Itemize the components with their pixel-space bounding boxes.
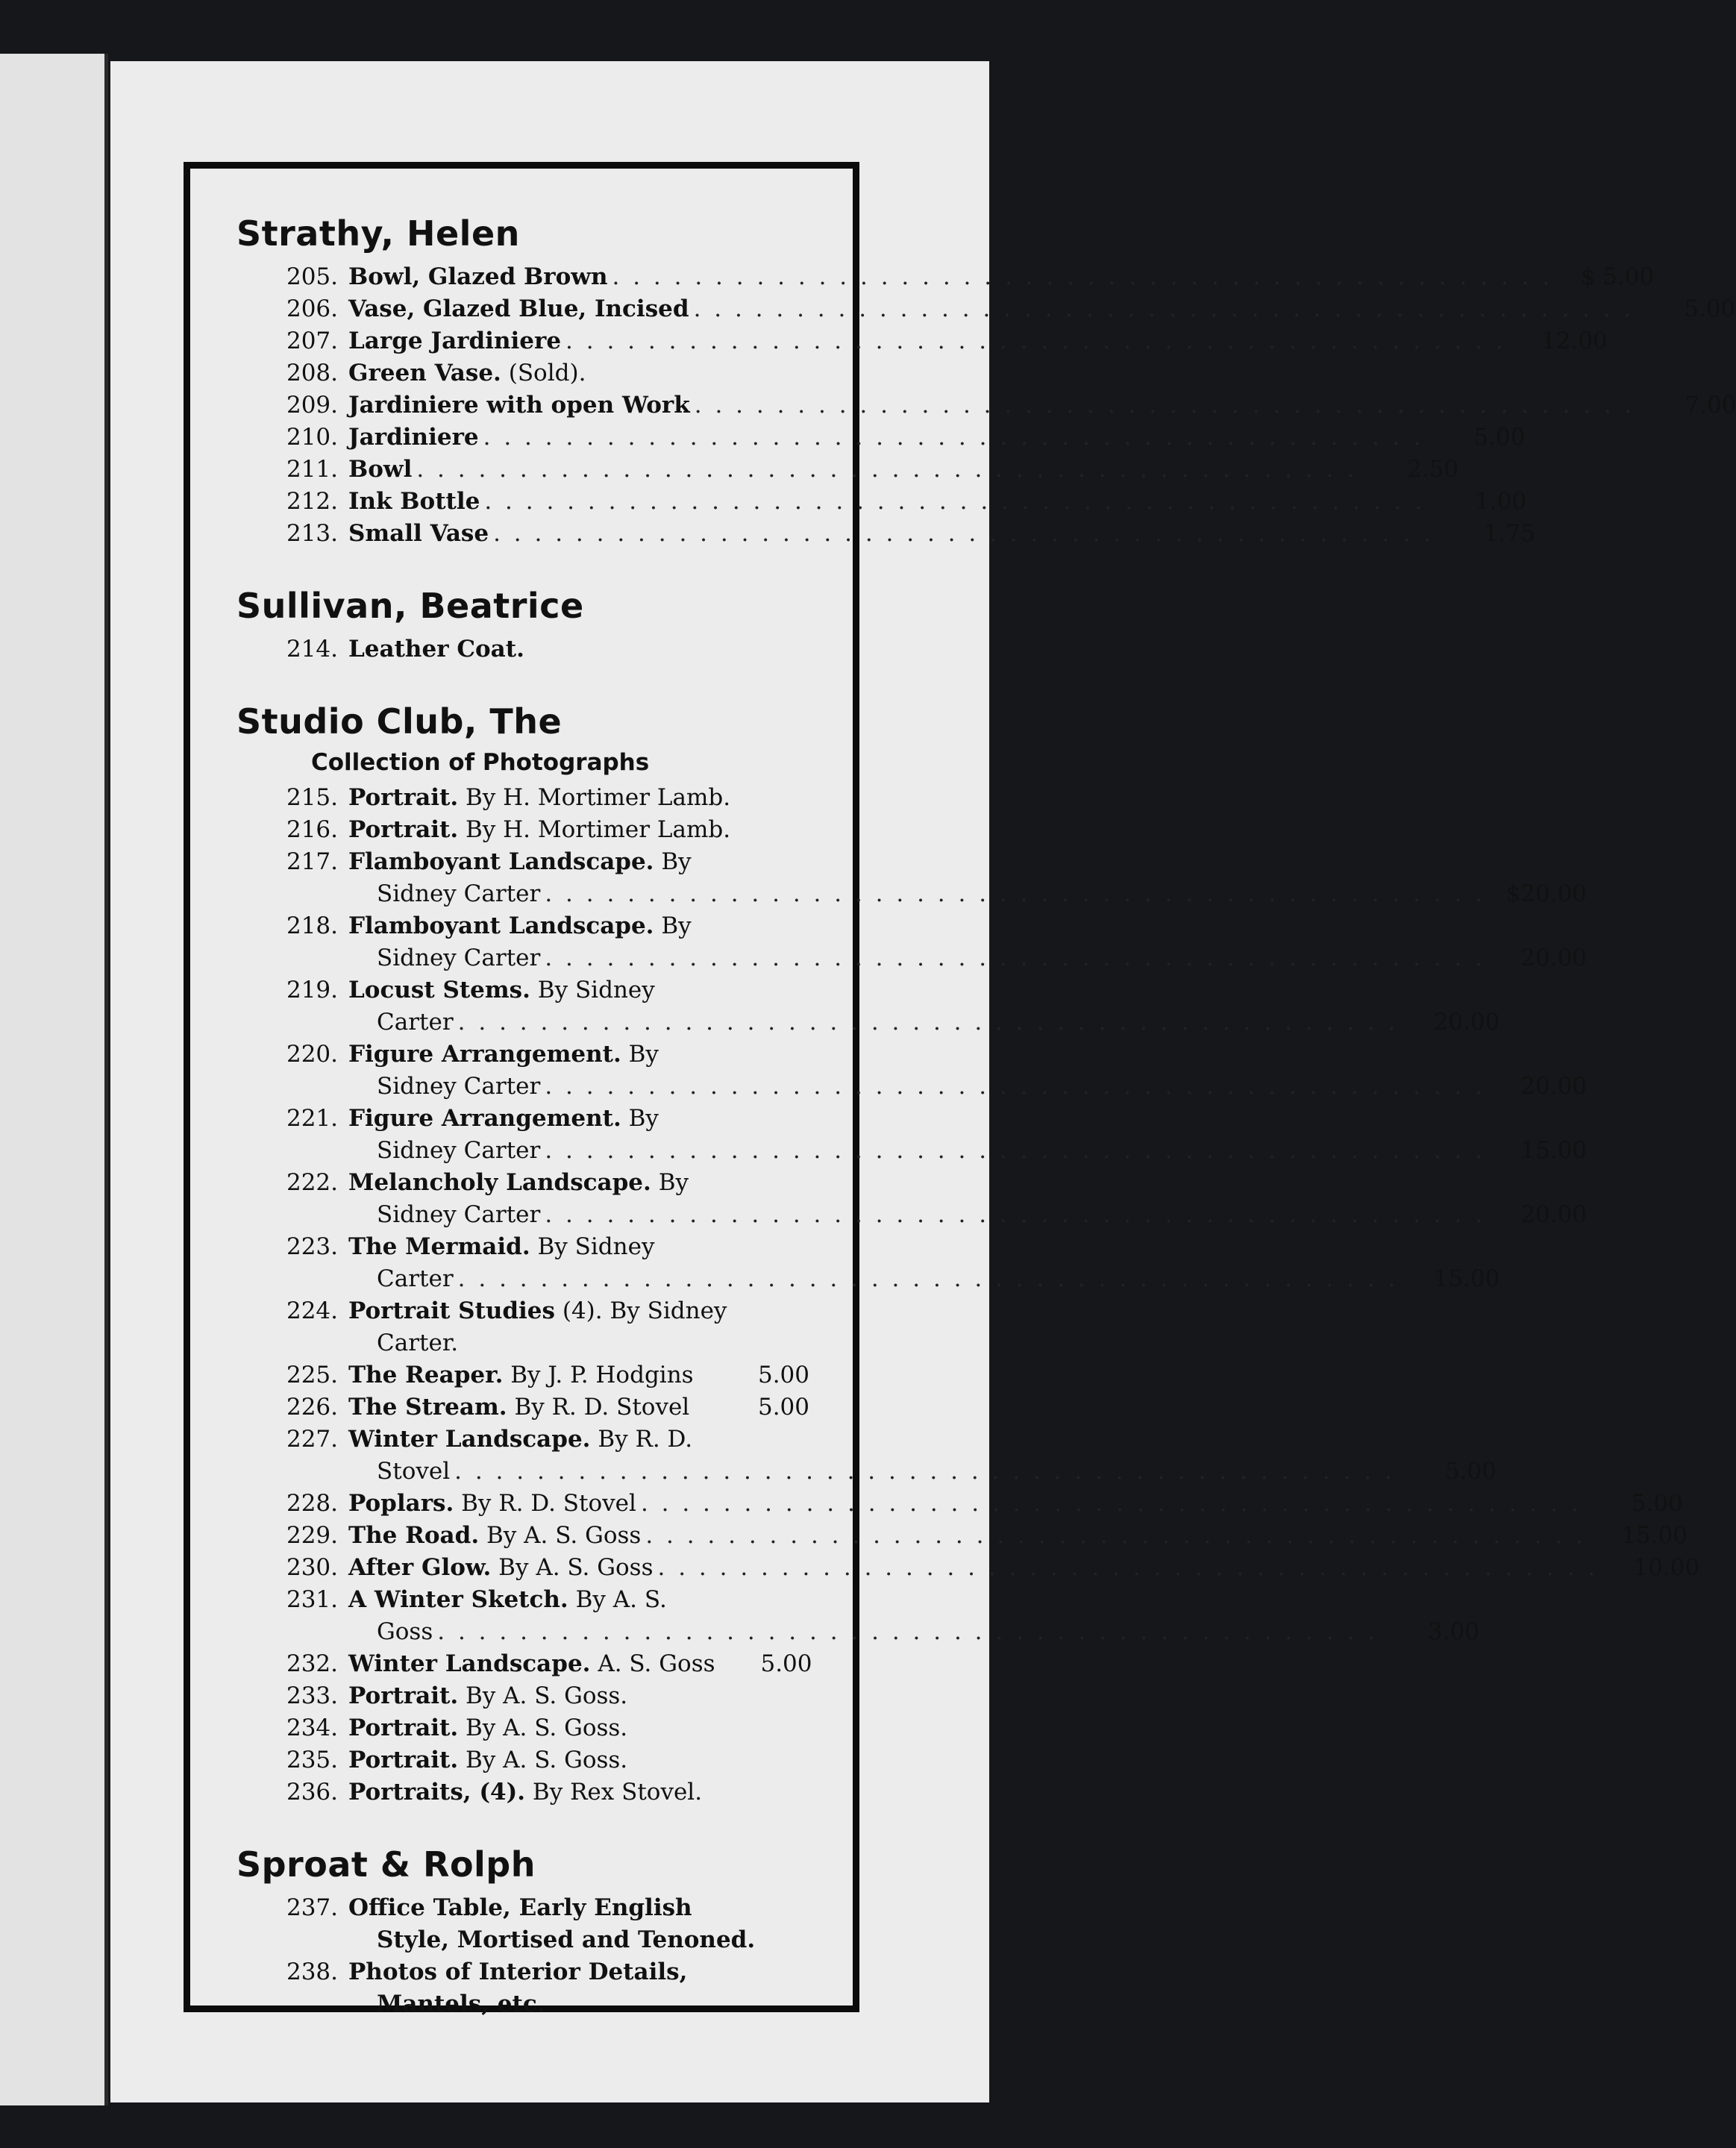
entry-price: 5.00 [1684, 295, 1736, 322]
entry-title: Locust Stems. [348, 977, 530, 1003]
entry-number: 235. [286, 1747, 338, 1773]
entry-number: 227. [286, 1426, 338, 1453]
artist-heading: Studio Club, The [236, 701, 563, 742]
entry-credit-continued: Sidney Carter [377, 1073, 541, 1100]
entry-title: Flamboyant Landscape. [348, 912, 654, 939]
collection-subheading: Collection of Photographs [311, 749, 650, 776]
leader-dots [545, 1135, 1485, 1167]
entry-artist-credit: By A. S. Goss. [465, 1682, 628, 1709]
entry-artist-credit: By R. D. Stovel [514, 1394, 690, 1421]
entry-credit-continued: Goss [377, 1618, 433, 1645]
entry-title: Portrait. [348, 784, 459, 811]
leader-dots [416, 454, 1357, 486]
entry-price: 2.50 [1407, 456, 1459, 483]
leader-dots [645, 1520, 1586, 1552]
entry-number: 217. [286, 848, 338, 875]
entry-price: 15.00 [1520, 1137, 1588, 1164]
entry-number: 206. [286, 295, 338, 322]
entry-title: The Reaper. [348, 1362, 504, 1388]
catalog-entry [236, 1648, 812, 1680]
entry-number: 221. [286, 1105, 338, 1132]
leader-dots [458, 1006, 1399, 1039]
entry-title: Melancholy Landscape. [348, 1169, 651, 1196]
catalog-entry [236, 1424, 1497, 1488]
entry-number: 237. [286, 1894, 338, 1921]
entry-artist-credit: By A. S. Goss [498, 1554, 654, 1581]
leader-dots [545, 1071, 1485, 1103]
entry-credit-continued: Sidney Carter [377, 1201, 541, 1228]
entry-price: 5.00 [1473, 424, 1526, 451]
catalog-entry [236, 1744, 809, 1776]
catalog-entry [236, 1520, 1688, 1552]
entry-title: Poplars. [348, 1490, 454, 1517]
entry-title: Portrait. [348, 1682, 459, 1709]
entry-credit-continued: Stovel [377, 1458, 451, 1485]
entry-artist-credit: By H. Mortimer Lamb. [465, 784, 731, 811]
artist-heading: Sproat & Rolph [236, 1844, 536, 1885]
catalog-entry [236, 486, 1527, 518]
catalog-entry [236, 1103, 1588, 1167]
catalog-entry [236, 518, 1535, 550]
entry-price: 1.00 [1475, 488, 1527, 515]
entry-title: Winter Landscape. [348, 1426, 591, 1453]
entry-artist-credit: By [661, 912, 692, 939]
leader-dots [493, 518, 1434, 550]
catalog-entry [236, 1295, 809, 1359]
entry-price: 3.00 [1427, 1618, 1479, 1645]
entry-price: 20.00 [1520, 1073, 1588, 1100]
entry-credit-continued: Carter [377, 1009, 454, 1036]
entry-title: Ink Bottle [348, 488, 480, 515]
leader-dots [545, 1199, 1485, 1231]
entry-title: Photos of Interior Details, [348, 1958, 688, 1985]
entry-price: 7.00 [1685, 392, 1736, 419]
entry-price: 10.00 [1633, 1554, 1700, 1581]
entry-title-continued: Mantels, etc. [377, 1991, 545, 2017]
entry-note: (Sold). [508, 360, 586, 386]
entry-title: After Glow. [348, 1554, 492, 1581]
entry-credit-continued: Sidney Carter [377, 945, 541, 971]
entry-credit-continued: Carter. [377, 1330, 459, 1356]
catalog-entry [236, 974, 1500, 1039]
artist-heading: Strathy, Helen [236, 213, 520, 254]
leader-dots [641, 1488, 1582, 1520]
catalog-entry [236, 1712, 809, 1744]
catalog-entry [236, 1584, 1479, 1648]
entry-artist-credit: By Rex Stovel. [532, 1779, 703, 1806]
entry-number: 222. [286, 1169, 338, 1196]
leader-dots [694, 293, 1635, 325]
entry-number: 234. [286, 1715, 338, 1741]
entry-title-continued: Style, Mortised and Tenoned. [377, 1926, 756, 1953]
entry-number: 225. [286, 1362, 338, 1388]
entry-title: Bowl, Glazed Brown [348, 263, 608, 290]
entry-number: 209. [286, 392, 338, 419]
catalog-entry [236, 1892, 809, 1956]
catalog-entry [236, 1956, 809, 2020]
entry-title: Portraits, (4). [348, 1779, 526, 1806]
entry-price: 5.00 [760, 1650, 812, 1677]
leader-dots [484, 486, 1425, 518]
entry-credit-continued: Sidney Carter [377, 880, 541, 907]
catalog-entry [236, 1488, 1683, 1520]
catalog-entry [236, 454, 1459, 486]
entry-number: 210. [286, 424, 338, 451]
entry-number: 236. [286, 1779, 338, 1806]
catalog-entry [236, 1359, 809, 1391]
entry-number: 230. [286, 1554, 338, 1581]
entry-price: 20.00 [1433, 1009, 1500, 1036]
entry-price: 5.00 [757, 1394, 809, 1421]
leader-dots [458, 1263, 1399, 1295]
entry-title: Portrait. [348, 1715, 459, 1741]
catalog-entry [236, 261, 1655, 293]
entry-title: A Winter Sketch. [348, 1586, 568, 1613]
entry-number: 233. [286, 1682, 338, 1709]
catalog-entry [236, 422, 1526, 454]
entry-number: 232. [286, 1650, 338, 1677]
leader-dots [454, 1456, 1395, 1488]
entry-title: Flamboyant Landscape. [348, 848, 654, 875]
entry-artist-credit: By H. Mortimer Lamb. [465, 816, 731, 843]
entry-number: 238. [286, 1958, 338, 1985]
entry-artist-credit: By J. P. Hodgins [510, 1362, 694, 1388]
entry-artist-credit: By A. S. [575, 1586, 667, 1613]
catalog-entry [236, 633, 809, 666]
leader-dots [612, 261, 1553, 293]
catalog-entry [236, 293, 1736, 325]
catalog-entry [236, 1039, 1588, 1103]
entry-title: Bowl [348, 456, 413, 483]
entry-title: Figure Arrangement. [348, 1041, 621, 1068]
entry-price: 5.00 [1444, 1458, 1497, 1485]
leader-dots [437, 1616, 1378, 1648]
catalog-entry [236, 325, 1608, 357]
entry-number: 219. [286, 977, 338, 1003]
leader-dots [695, 389, 1635, 422]
entry-title: Portrait. [348, 816, 459, 843]
entry-artist-credit: A. S. Goss [598, 1650, 715, 1677]
entry-number: 211. [286, 456, 338, 483]
entry-artist-credit: By [658, 1169, 689, 1196]
entry-title: Vase, Glazed Blue, Incised [348, 295, 689, 322]
leader-dots [658, 1552, 1599, 1584]
entry-title: Figure Arrangement. [348, 1105, 621, 1132]
entry-artist-credit: By A. S. Goss. [465, 1747, 628, 1773]
entry-title: Small Vase [348, 520, 489, 547]
leader-dots [483, 422, 1424, 454]
entry-artist-credit: (4). By Sidney [562, 1297, 727, 1324]
entry-title: Green Vase. [348, 360, 501, 386]
leader-dots [545, 878, 1485, 910]
entry-price: $ 5.00 [1580, 263, 1655, 290]
entry-number: 212. [286, 488, 338, 515]
catalog-entry [236, 1776, 809, 1809]
facing-page-edge [0, 54, 106, 2105]
entry-price: 15.00 [1433, 1265, 1500, 1292]
entry-number: 214. [286, 636, 338, 663]
catalog-entry [236, 782, 809, 814]
catalog-entry [236, 814, 809, 846]
entry-price: 5.00 [1631, 1490, 1683, 1517]
entry-number: 215. [286, 784, 338, 811]
entry-title: Large Jardiniere [348, 328, 562, 354]
artist-heading: Sullivan, Beatrice [236, 586, 584, 626]
entry-title: Office Table, Early English [348, 1894, 692, 1921]
entry-artist-credit: By A. S. Goss [486, 1522, 642, 1549]
entry-artist-credit: By A. S. Goss. [465, 1715, 628, 1741]
entry-title: Winter Landscape. [348, 1650, 591, 1677]
entry-title: Portrait. [348, 1747, 459, 1773]
entry-number: 228. [286, 1490, 338, 1517]
entry-number: 208. [286, 360, 338, 386]
entry-artist-credit: By [628, 1041, 659, 1068]
entry-number: 224. [286, 1297, 338, 1324]
entry-price: 15.00 [1621, 1522, 1688, 1549]
catalog-entry [236, 1391, 809, 1424]
entry-number: 226. [286, 1394, 338, 1421]
entry-number: 205. [286, 263, 338, 290]
entry-title: The Mermaid. [348, 1233, 530, 1260]
entry-number: 213. [286, 520, 338, 547]
entry-title: Portrait Studies [348, 1297, 555, 1324]
catalog-entry [236, 1167, 1588, 1231]
entry-number: 216. [286, 816, 338, 843]
entry-title: Leather Coat. [348, 636, 524, 663]
entry-price: 12.00 [1541, 328, 1608, 354]
entry-credit-continued: Sidney Carter [377, 1137, 541, 1164]
catalog-entry [236, 357, 809, 389]
entry-artist-credit: By [661, 848, 692, 875]
entry-number: 218. [286, 912, 338, 939]
entry-number: 223. [286, 1233, 338, 1260]
leader-dots [545, 942, 1485, 974]
entry-title: The Stream. [348, 1394, 507, 1421]
catalog-entry [236, 1552, 1700, 1584]
entry-artist-credit: By Sidney [537, 977, 655, 1003]
entry-title: The Road. [348, 1522, 480, 1549]
entry-number: 229. [286, 1522, 338, 1549]
catalog-entry [236, 1680, 809, 1712]
entry-credit-continued: Carter [377, 1265, 454, 1292]
entry-price: $20.00 [1505, 880, 1588, 907]
entry-artist-credit: By Sidney [537, 1233, 655, 1260]
entry-price: 1.75 [1483, 520, 1535, 547]
entry-price: 20.00 [1520, 945, 1588, 971]
entry-price: 20.00 [1520, 1201, 1588, 1228]
entry-number: 220. [286, 1041, 338, 1068]
entry-number: 231. [286, 1586, 338, 1613]
entry-title: Jardiniere [348, 424, 479, 451]
catalog-entry [236, 910, 1588, 974]
entry-title: Jardiniere with open Work [348, 392, 690, 419]
catalog-entry [236, 846, 1588, 910]
entry-price: 5.00 [757, 1362, 809, 1388]
entry-artist-credit: By R. D. [598, 1426, 693, 1453]
leader-dots [565, 325, 1506, 357]
catalog-entry [236, 389, 1736, 422]
entry-artist-credit: By R. D. Stovel [461, 1490, 636, 1517]
catalog-entry [236, 1231, 1500, 1295]
entry-number: 207. [286, 328, 338, 354]
catalog-listing-frame [184, 162, 1736, 2017]
entry-artist-credit: By [628, 1105, 659, 1132]
page-fold [104, 54, 108, 2105]
